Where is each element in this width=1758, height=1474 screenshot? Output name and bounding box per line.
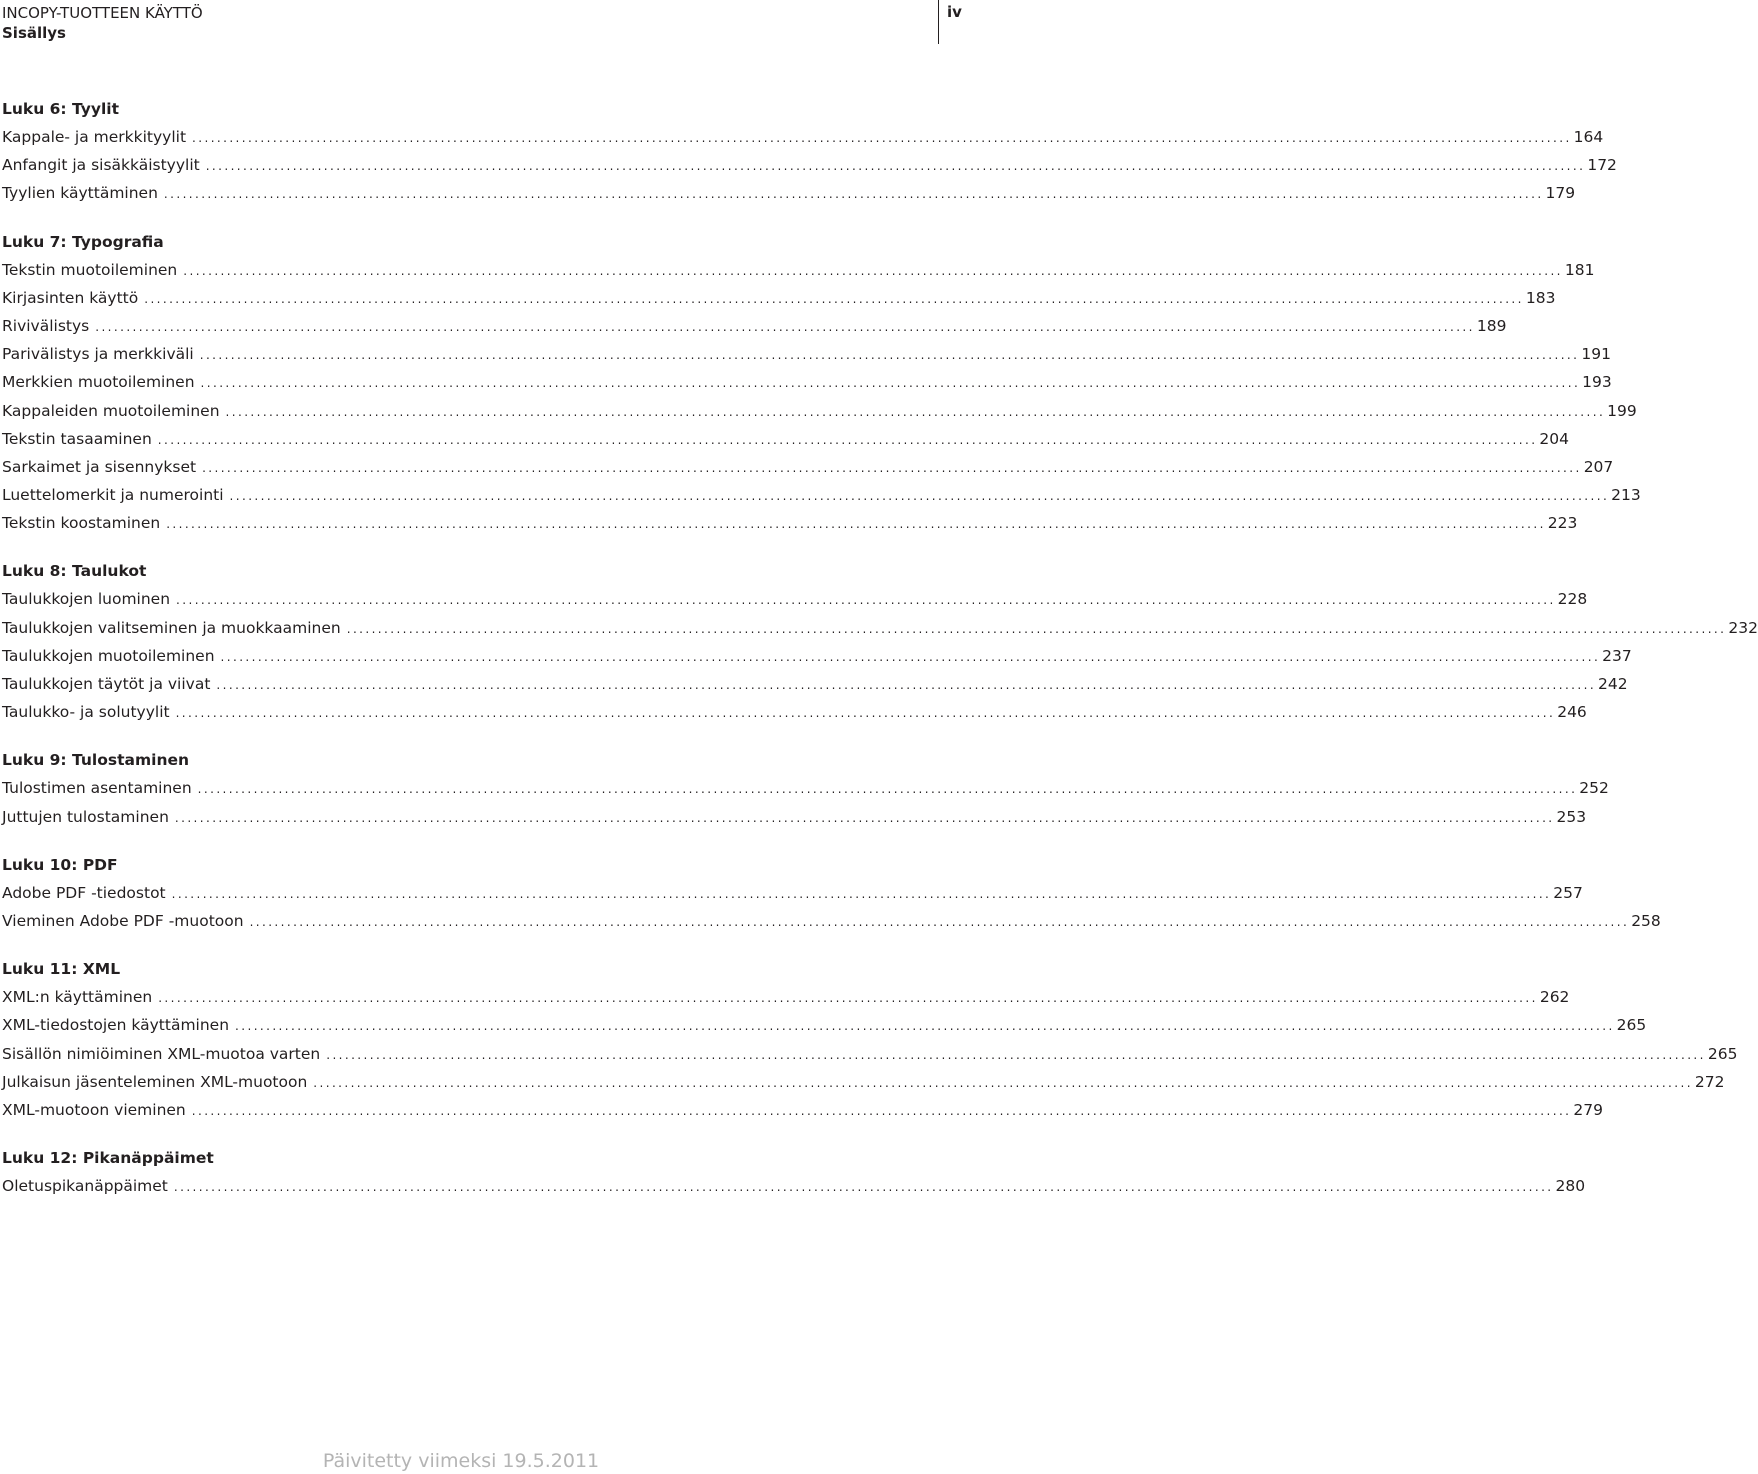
running-header [2,3,203,43]
toc-chapter [2,228,1641,538]
table-of-contents [2,95,1758,1220]
toc-entry-label: Taulukkojen täytöt ja viivat [2,675,211,693]
dot-leader [201,369,1581,397]
dot-leader [198,775,1578,803]
dot-leader [226,398,1606,426]
toc-entry-label: Taulukkojen luominen [2,590,171,609]
toc-entry[interactable] [2,670,1628,698]
dot-leader [175,804,1555,832]
toc-entry-page: 257 [1553,883,1583,902]
dot-leader [250,908,1630,936]
toc-entry-page: 191 [1581,345,1611,364]
dot-leader [313,1069,1693,1097]
toc-entry[interactable] [2,1068,1725,1096]
toc-entry[interactable] [2,1040,1738,1068]
toc-entry-page: 242 [1598,675,1628,693]
toc-entry[interactable] [2,774,1609,802]
toc-entry-page: 262 [1539,988,1570,1007]
toc-entry-page: 279 [1573,1100,1603,1119]
chapter-title[interactable]: Luku 10: PDF [2,855,118,874]
toc-entry-page: 237 [1602,646,1632,665]
toc-entry-page: 213 [1611,486,1641,505]
toc-entry-label: Taulukko- ja solutyylit [2,703,170,722]
toc-entry-page: 172 [1587,156,1617,175]
toc-entry-page: 253 [1556,807,1587,826]
toc-entry-page: 258 [1631,911,1661,930]
toc-entry[interactable] [2,151,1617,179]
toc-entry[interactable] [2,509,1578,537]
toc-entry-page: 204 [1539,429,1569,448]
dot-leader [326,1041,1706,1069]
toc-entry[interactable] [2,907,1661,935]
toc-entry[interactable] [2,312,1507,340]
toc-entry-label: Juttujen tulostaminen [2,807,169,826]
dot-leader [216,671,1596,699]
toc-entry[interactable] [2,284,1556,312]
toc-entry[interactable] [2,340,1611,368]
dot-leader [166,510,1546,538]
toc-entry-label: Tekstin koostaminen [2,514,161,533]
chapter-title[interactable]: Luku 11: XML [2,960,121,979]
dot-leader [235,1012,1615,1040]
toc-entry-label: Tulostimen asentaminen [2,779,192,798]
toc-entry-label: Tekstin muotoileminen [2,260,178,279]
toc-entry[interactable] [2,879,1583,907]
toc-chapter [2,557,1758,726]
toc-entry-label: Rivivälistys [2,316,90,335]
toc-entry-page: 189 [1476,316,1507,335]
toc-chapter [2,851,1661,935]
toc-entry-label: Sisällön nimiöiminen XML-muotoa varten [2,1044,321,1063]
dot-leader [183,257,1563,285]
toc-entry[interactable] [2,614,1758,642]
toc-entry-page: 199 [1607,401,1637,420]
toc-entry-label: Kappaleiden muotoileminen [2,401,220,420]
dot-leader [174,1173,1554,1201]
toc-entry[interactable] [2,642,1632,670]
chapter-title[interactable]: Luku 12: Pikanäppäimet [2,1149,214,1168]
dot-leader [192,124,1572,152]
toc-entry[interactable] [2,368,1612,396]
toc-entry[interactable] [2,585,1588,613]
toc-entry-label: Tyylien käyttäminen [2,184,158,203]
toc-entry[interactable] [2,698,1587,726]
dot-leader [221,643,1601,671]
toc-entry-page: 193 [1582,373,1612,392]
toc-entry-page: 223 [1547,514,1578,533]
toc-entry-label: Adobe PDF -tiedostot [2,883,166,902]
toc-entry-label: Tekstin tasaaminen [2,429,152,448]
toc-entry-page: 183 [1525,288,1556,307]
toc-entry-page: 181 [1564,260,1595,279]
document-title: INCOPY-TUOTTEEN KÄYTTÖ [2,4,203,22]
toc-entry-label: Kappale- ja merkkityylit [2,128,187,146]
dot-leader [206,152,1586,180]
toc-chapter [2,95,1617,208]
toc-entry-label: XML-tiedostojen käyttäminen [2,1016,230,1035]
chapter-title[interactable]: Luku 6: Tyylit [2,100,120,118]
dot-leader [200,341,1580,369]
toc-entry-page: 179 [1545,184,1576,203]
toc-entry-label: Parivälistys ja merkkiväli [2,345,194,364]
chapter-title[interactable]: Luku 7: Typografia [2,232,164,251]
dot-leader [176,586,1556,614]
toc-entry[interactable] [2,983,1570,1011]
dot-leader [158,984,1538,1012]
toc-entry[interactable] [2,1172,1586,1200]
toc-entry[interactable] [2,481,1641,509]
toc-entry-label: Luettelomerkit ja numerointi [2,486,224,505]
chapter-title[interactable]: Luku 8: Taulukot [2,562,147,581]
dot-leader [172,880,1552,908]
toc-entry-label: Julkaisun jäsenteleminen XML-muotoon [2,1072,308,1091]
toc-chapter [2,955,1738,1124]
toc-chapter [2,1144,1586,1200]
dot-leader [230,482,1610,510]
dot-leader [176,699,1556,727]
dot-leader [158,426,1538,454]
toc-entry-page: 246 [1557,703,1587,722]
toc-entry-label: Merkkien muotoileminen [2,373,195,392]
section-title: Sisällys [2,24,66,42]
toc-entry[interactable] [2,803,1587,831]
toc-entry-label: Kirjasinten käyttö [2,288,139,307]
toc-entry[interactable] [2,453,1614,481]
dot-leader [192,1097,1572,1125]
toc-entry-page: 265 [1707,1044,1738,1063]
toc-entry[interactable] [2,123,1604,151]
toc-entry-page: 232 [1728,618,1758,637]
toc-entry-label: Taulukkojen muotoileminen [2,646,215,665]
toc-entry-label: Oletuspikanäppäimet [2,1177,168,1196]
toc-entry-label: Vieminen Adobe PDF -muotoon [2,911,244,930]
page-number: iv [947,3,962,21]
toc-entry-page: 228 [1557,590,1588,609]
toc-entry[interactable] [2,397,1637,425]
toc-entry-label: Anfangit ja sisäkkäistyylit [2,156,200,175]
toc-entry-label: Sarkaimet ja sisennykset [2,457,197,476]
toc-entry-page: 265 [1616,1016,1647,1035]
toc-entry-page: 280 [1555,1177,1586,1196]
toc-entry-page: 272 [1694,1072,1725,1091]
dot-leader [347,615,1727,643]
toc-entry-page: 252 [1579,779,1609,798]
chapter-title[interactable]: Luku 9: Tulostaminen [2,751,190,770]
dot-leader [95,313,1475,341]
footer-updated-date: Päivitetty viimeksi 19.5.2011 [322,1450,600,1472]
toc-entry[interactable] [2,179,1576,207]
toc-entry-label: XML-muotoon vieminen [2,1100,186,1119]
toc-entry[interactable] [2,425,1569,453]
dot-leader [164,180,1544,208]
toc-entry[interactable] [2,1096,1603,1124]
toc-entry-label: XML:n käyttäminen [2,988,153,1007]
dot-leader [144,285,1524,313]
toc-entry[interactable] [2,256,1595,284]
toc-entry[interactable] [2,1011,1647,1039]
dot-leader [202,454,1582,482]
toc-entry-page: 207 [1583,457,1614,476]
toc-entry-page: 164 [1573,128,1604,146]
toc-chapter [2,746,1609,830]
toc-entry-label: Taulukkojen valitseminen ja muokkaaminen [2,618,341,637]
